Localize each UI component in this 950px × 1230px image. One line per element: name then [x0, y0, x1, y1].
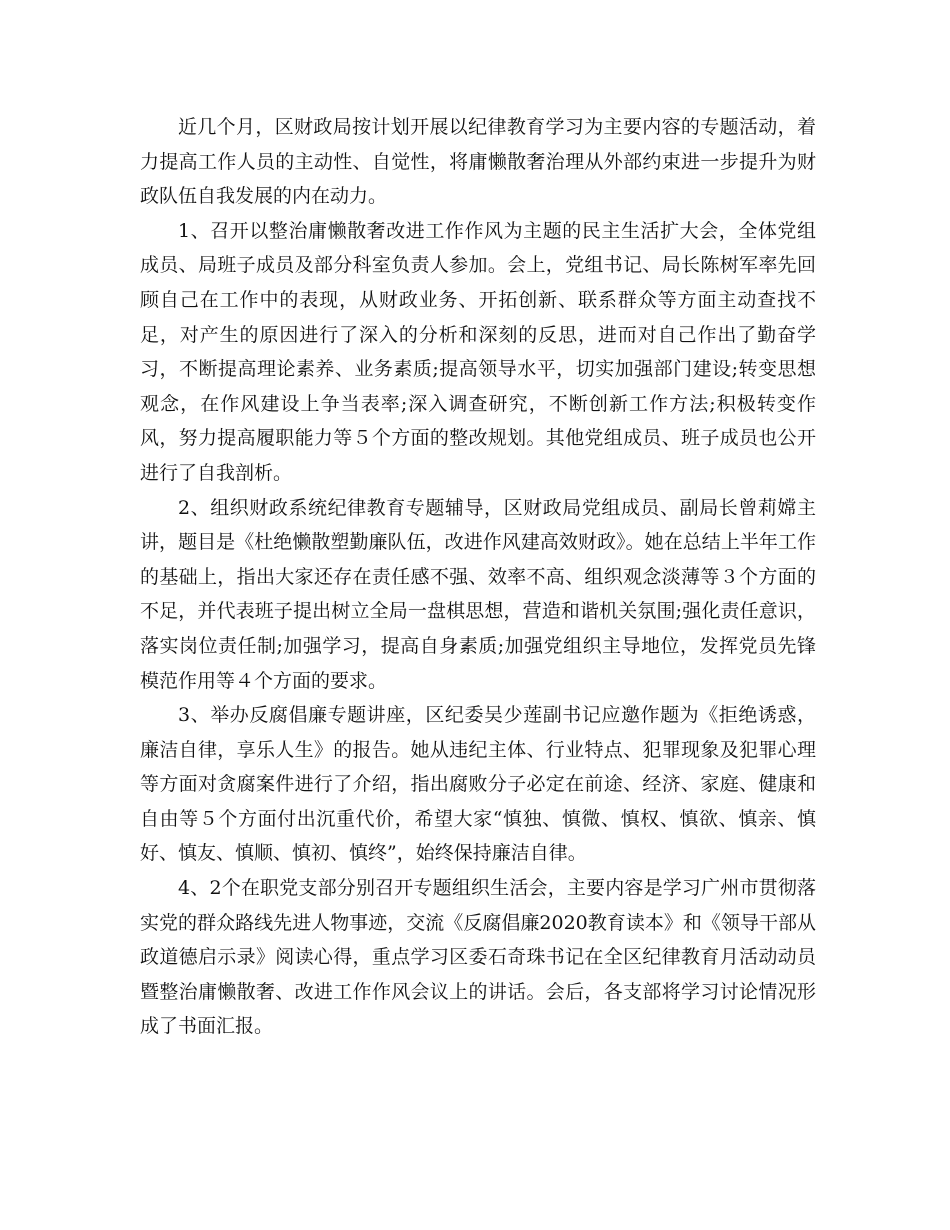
paragraph-intro: 近几个月，区财政局按计划开展以纪律教育学习为主要内容的专题活动，着力提高工作人员的主动性、自觉性，将庸懒散奢治理从外部约束进一步提升为财政队伍自我发展的内在动力。 [140, 116, 816, 208]
paragraph-item-2: 2、组织财政系统纪律教育专题辅导，区财政局党组成员、副局长曾莉嫦主讲，题目是《杜绝懒散塑勤廉队伍，改进作风建高效财政》。她在总结上半年工作的基础上，指出大家还存在责任感不强、效率不高、组织观念淡薄等３个方面的不足，并代表班子提出树立全局一盘棋思想，营造和谐机关氛围;强化责任意识，落实岗位责任制;加强学习，提高自身素质;加强党组织主导地位，发挥党员先锋模范作用等４个方面的要求。 [140, 496, 816, 692]
paragraph-item-4: 4、2个在职党支部分别召开专题组织生活会，主要内容是学习广州市贯彻落实党的群众路线先进人物事迹，交流《反腐倡廉2020教育读本》和《领导干部从政道德启示录》阅读心得，重点学习区委石奇珠书记在全区纪律教育月活动动员暨整治庸懒散奢、改进工作作风会议上的讲话。会后，各支部将学习讨论情况形成了书面汇报。 [140, 877, 816, 1038]
paragraph-item-1: 1、召开以整治庸懒散奢改进工作作风为主题的民主生活扩大会，全体党组成员、局班子成员及部分科室负责人参加。会上，党组书记、局长陈树军率先回顾自己在工作中的表现，从财政业务、开拓创新、联系群众等方面主动查找不足，对产生的原因进行了深入的分析和深刻的反思，进而对自己作出了勤奋学习，不断提高理论素养、业务素质;提高领导水平，切实加强部门建设;转变思想观念，在作风建设上争当表率;深入调查研究，不断创新工作方法;积极转变作风，努力提高履职能力等５个方面的整改规划。其他党组成员、班子成员也公开进行了自我剖析。 [140, 219, 816, 484]
paragraph-item-3: 3、举办反腐倡廉专题讲座，区纪委吴少莲副书记应邀作题为《拒绝诱惑，廉洁自律，享乐人生》的报告。她从违纪主体、行业特点、犯罪现象及犯罪心理等方面对贪腐案件进行了介绍，指出腐败分子必定在前途、经济、家庭、健康和自由等５个方面付出沉重代价，希望大家“慎独、慎微、慎权、慎欲、慎亲、慎好、慎友、慎顺、慎初、慎终”，始终保持廉洁自律。 [140, 704, 816, 865]
document-body [140, 110, 816, 1044]
